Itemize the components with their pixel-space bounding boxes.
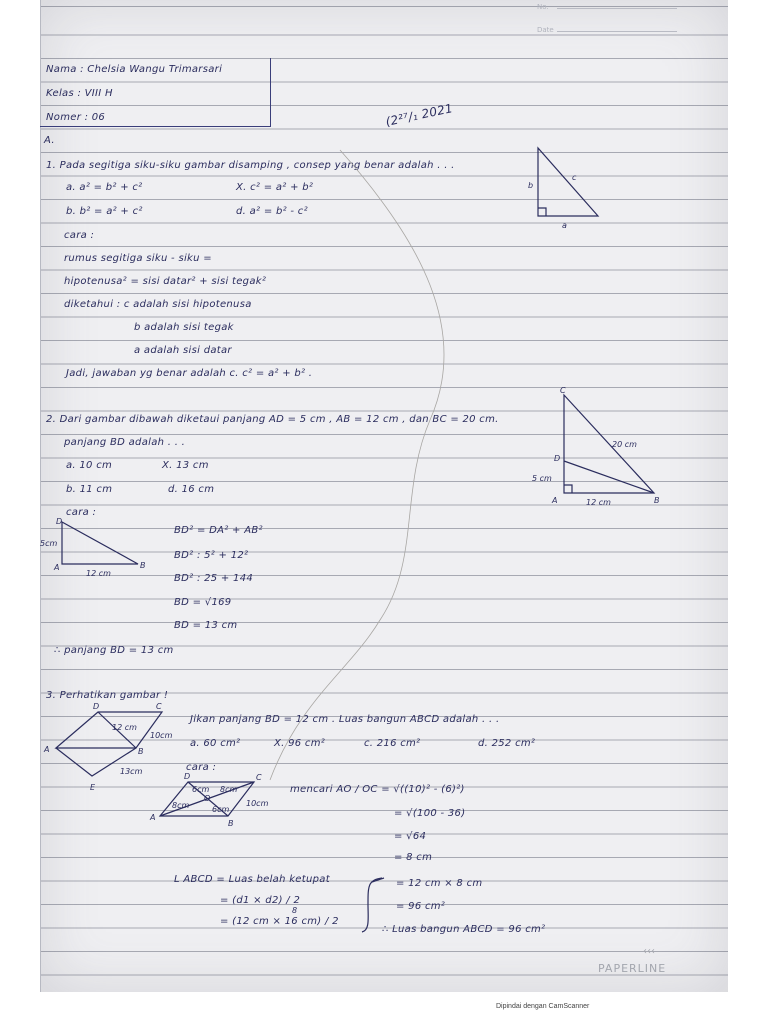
q3-fig1-label-be: 13cm	[120, 767, 143, 776]
q3-calc-4: = 8 cm	[394, 852, 433, 863]
q1-option-b: b. b² = a² + c²	[66, 206, 143, 217]
q2-step-1: BD² = DA² + AB²	[174, 525, 263, 536]
header-date-label: Date	[537, 26, 554, 34]
pencil-curve	[270, 150, 444, 780]
date-scrawl: (2²⁷/₁ 2021	[384, 101, 455, 129]
q3-area-2: = (d1 × d2) / 2	[220, 895, 301, 906]
q3-answer: ∴ Luas bangun ABCD = 96 cm²	[382, 924, 546, 935]
q3-small-8: 8	[292, 906, 298, 915]
q3-fig1-label-d: D	[93, 702, 100, 711]
q2-step-3: BD² : 25 + 144	[174, 573, 254, 584]
q1-option-c: X. c² = a² + b²	[236, 182, 314, 193]
q2-answer: ∴ panjang BD = 13 cm	[54, 645, 174, 656]
q2-label-bc: 20 cm	[612, 440, 637, 449]
q1-line-2: hipotenusa² = sisi datar² + sisi tegak²	[64, 276, 267, 287]
paperline-logo-icon: ‹‹‹	[643, 946, 655, 957]
q1-fig-label-b: b	[528, 181, 534, 190]
q3-result-1: = 12 cm × 8 cm	[396, 878, 483, 889]
q1-answer: Jadi, jawaban yg benar adalah c. c² = a² + b² .	[66, 368, 313, 379]
q2-small-label-ab: 12 cm	[86, 569, 111, 578]
q3-calc-3: = √64	[394, 831, 427, 842]
q1-line-1: rumus segitiga siku - siku =	[64, 253, 212, 264]
q2-question: 2. Dari gambar dibawah diketaui panjang AD = 5 cm , AB = 12 cm , dan BC = 20 cm.	[46, 414, 499, 425]
q2-question-2: panjang BD adalah . . .	[64, 437, 186, 448]
q2-small-label-b: B	[140, 561, 146, 570]
q3-fig2-label-o: O	[204, 794, 211, 803]
q2-label-c: C	[560, 386, 566, 395]
q1-fig-label-a: a	[562, 221, 567, 230]
q3-fig2-label-d: D	[184, 772, 191, 781]
q3-given: Jikan panjang BD = 12 cm . Luas bangun ABCD adalah . . .	[190, 714, 500, 725]
q3-fig2-label-oc: 8cm	[220, 785, 238, 794]
q2-label-a: A	[552, 496, 558, 505]
q2-label-ad: 5 cm	[532, 474, 552, 483]
q2-option-b: b. 11 cm	[66, 484, 113, 495]
q2-option-d: d. 16 cm	[168, 484, 215, 495]
paperline-brand: PAPERLINE	[598, 962, 667, 975]
scanner-footer: Dipindai dengan CamScanner	[496, 1003, 590, 1010]
q3-option-c: c. 216 cm²	[364, 738, 421, 749]
q2-label-ab: 12 cm	[586, 498, 611, 507]
q3-calc-2: = √(100 - 36)	[394, 808, 466, 819]
q3-option-b: X. 96 cm²	[274, 738, 326, 749]
q2-small-label-ad: 5cm	[40, 539, 58, 548]
q3-fig2-label-a: A	[150, 813, 156, 822]
q2-small-label-d: D	[56, 517, 63, 526]
q3-area-1: L ABCD = Luas belah ketupat	[174, 874, 330, 885]
header-no-label: No.	[537, 3, 549, 11]
student-name: Nama : Chelsia Wangu Trimarsari	[46, 64, 223, 75]
q1-line-3: diketahui : c adalah sisi hipotenusa	[64, 299, 252, 310]
q3-result-2: = 96 cm²	[396, 901, 446, 912]
q1-question: 1. Pada segitiga siku-siku gambar disamping , consep yang benar adalah . . .	[46, 160, 455, 171]
q3-area-3: = (12 cm × 16 cm) / 2	[220, 916, 339, 927]
pencil-stroke	[40, 0, 728, 992]
q1-line-5: a adalah sisi datar	[134, 345, 232, 356]
student-class: Kelas : VIII H	[46, 88, 113, 99]
q3-fig2-label-b: B	[228, 819, 234, 828]
q1-option-a: a. a² = b² + c²	[66, 182, 143, 193]
q3-calc-1: mencari AO / OC = √((10)² - (6)²)	[290, 784, 465, 795]
q3-option-a: a. 60 cm²	[190, 738, 241, 749]
q3-fig1-label-b: B	[138, 747, 144, 756]
q3-fig2-label-bc: 10cm	[246, 799, 269, 808]
q3-fig1-label-bd: 12 cm	[112, 723, 137, 732]
q2-label-d: D	[554, 454, 561, 463]
q2-step-5: BD = 13 cm	[174, 620, 238, 631]
q2-cara: cara :	[66, 507, 97, 518]
q3-fig2-label-ob: 6cm	[212, 805, 230, 814]
q3-fig1-label-e: E	[90, 783, 96, 792]
q3-fig2-label-do: 6cm	[192, 785, 210, 794]
student-number: Nomer : 06	[46, 112, 106, 123]
q3-question: 3. Perhatikan gambar !	[46, 690, 169, 701]
section-label: A.	[44, 135, 55, 146]
q2-step-4: BD = √169	[174, 597, 232, 608]
q2-label-b: B	[654, 496, 660, 505]
q3-fig2-label-ao: 8cm	[172, 801, 190, 810]
q3-fig1-label-a: A	[44, 745, 50, 754]
q3-option-d: d. 252 cm²	[478, 738, 536, 749]
q2-step-2: BD² : 5² + 12²	[174, 550, 249, 561]
q3-cara: cara :	[186, 762, 217, 773]
notebook-page	[40, 0, 728, 992]
q1-line-4: b adalah sisi tegak	[134, 322, 234, 333]
q3-fig1-label-bc: 10cm	[150, 731, 173, 740]
q2-option-c: X. 13 cm	[162, 460, 209, 471]
q1-option-d: d. a² = b² - c²	[236, 206, 308, 217]
q3-fig2-label-c: C	[256, 773, 262, 782]
q2-option-a: a. 10 cm	[66, 460, 113, 471]
q1-fig-label-c: c	[572, 173, 577, 182]
q2-small-label-a: A	[54, 563, 60, 572]
q1-cara: cara :	[64, 230, 95, 241]
q3-fig1-label-c: C	[156, 702, 162, 711]
